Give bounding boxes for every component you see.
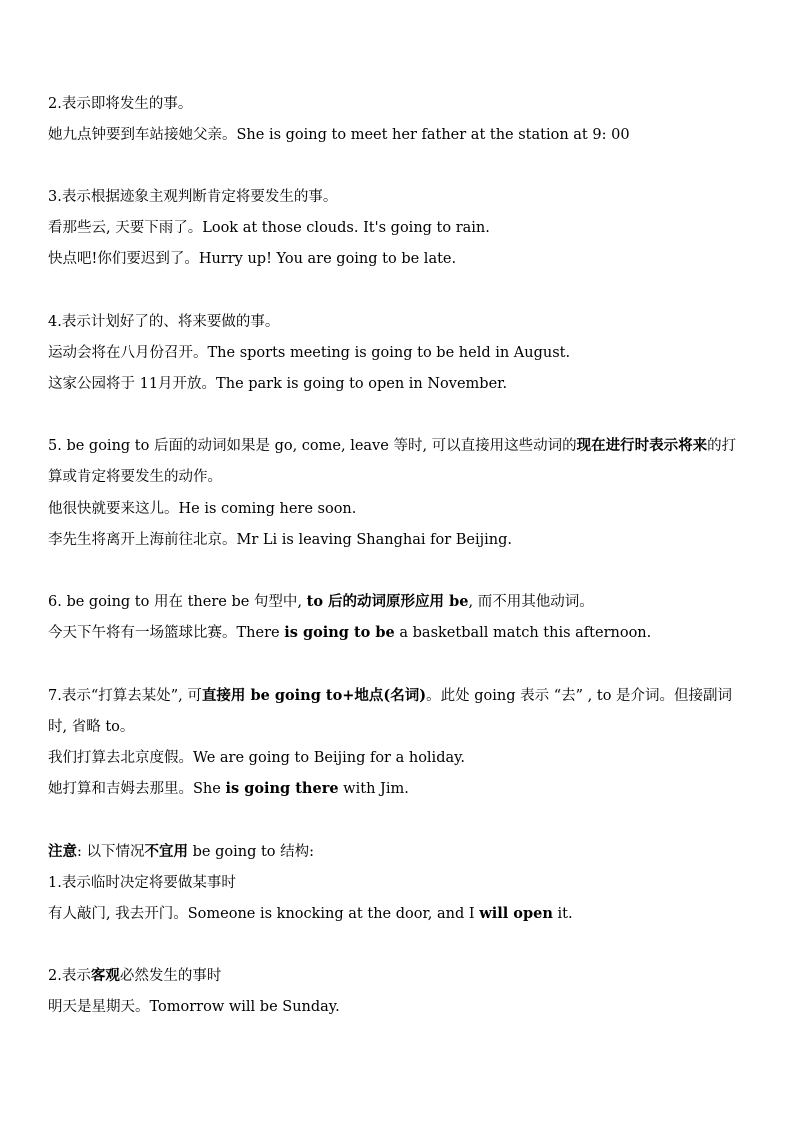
section-3-example-1: 看那些云, 天要下雨了。Look at those clouds. It's going to rain. bbox=[48, 220, 490, 236]
section-7-heading-part-1: 7.表示“打算去某处”, 可 bbox=[48, 688, 202, 704]
section-3-heading: 3.表示根据迹象主观判断肯定将要发生的事。 bbox=[48, 189, 338, 205]
section-4-example-2: 这家公园将于 11月开放。The park is going to open in November. bbox=[48, 376, 508, 392]
note-bold-text: 不宜用 bbox=[144, 843, 188, 860]
section-6-example-part-1: 今天下午将有一场篮球比赛。There bbox=[48, 625, 285, 641]
section-7-heading-bold: 直接用 be going to+地点(名词) bbox=[201, 687, 427, 704]
note-1-heading: 1.表示临时决定将要做某事时 bbox=[48, 875, 236, 891]
section-2-heading: 2.表示即将发生的事。 bbox=[48, 96, 193, 112]
section-5-heading-bold: 现在进行时表示将来 bbox=[576, 437, 708, 454]
note-2-heading bbox=[48, 967, 748, 985]
note-2-heading-part-2: 必然发生的事时 bbox=[119, 968, 222, 984]
section-6-heading-part-2: , 而不用其他动词。 bbox=[468, 594, 594, 610]
section-7-heading-part-2: 。此处 going 表示 “去” , to 是介词。但接副词时, 省略 to。 bbox=[48, 688, 733, 735]
section-5-heading-part-1: 5. be going to 后面的动词如果是 go, come, leave 等时, 可以直接用这些动词的 bbox=[48, 438, 577, 454]
section-5-heading-part-2: 的打算或肯定将要发生的动作。 bbox=[48, 438, 737, 485]
section-7-heading bbox=[48, 680, 748, 743]
note-1-example-bold: will open bbox=[479, 905, 553, 922]
section-7-example-part-2: with Jim. bbox=[338, 781, 409, 797]
note-2-heading-part-1: 2.表示 bbox=[48, 968, 91, 984]
section-6-heading-bold: to 后的动词原形应用 be bbox=[306, 593, 469, 610]
section-6-example-part-2: a basketball match this afternoon. bbox=[394, 625, 652, 641]
section-5-example-2: 李先生将离开上海前往北京。Mr Li is leaving Shanghai for Beijing. bbox=[48, 532, 513, 548]
section-4-example-1: 运动会将在八月份召开。The sports meeting is going to be held in August. bbox=[48, 345, 571, 361]
note-1-example-part-1: 有人敲门, 我去开门。Someone is knocking at the door, and I bbox=[48, 906, 480, 922]
note-text-1: : 以下情况 bbox=[77, 844, 145, 860]
note-1-example-1 bbox=[48, 905, 748, 923]
section-5-heading bbox=[48, 430, 748, 493]
note-1-example-part-2: it. bbox=[552, 906, 573, 922]
section-7-example-1: 我们打算去北京度假。We are going to Beijing for a holiday. bbox=[48, 750, 465, 766]
section-3-example-2: 快点吧!你们要迟到了。Hurry up! You are going to be late. bbox=[48, 251, 457, 267]
section-6-example-1 bbox=[48, 624, 748, 642]
note-heading bbox=[48, 843, 748, 861]
section-6-heading-part-1: 6. be going to 用在 there be 句型中, bbox=[48, 594, 307, 610]
section-2-example-1: 她九点钟要到车站接她父亲。She is going to meet her father at the station at 9: 00 bbox=[48, 127, 630, 143]
note-text-2: be going to 结构: bbox=[188, 844, 315, 860]
section-7-example-part-1: 她打算和吉姆去那里。She bbox=[48, 781, 226, 797]
note-2-example-1: 明天是星期天。Tomorrow will be Sunday. bbox=[48, 999, 340, 1015]
section-7-example-bold: is going there bbox=[225, 780, 339, 797]
section-5-example-1: 他很快就要来这儿。He is coming here soon. bbox=[48, 501, 357, 517]
section-7-example-2 bbox=[48, 780, 748, 798]
section-4-heading: 4.表示计划好了的、将来要做的事。 bbox=[48, 314, 280, 330]
section-6-heading bbox=[48, 593, 748, 611]
note-2-heading-bold: 客观 bbox=[90, 967, 120, 984]
note-label: 注意 bbox=[48, 843, 77, 860]
section-6-example-bold: is going to be bbox=[284, 624, 395, 641]
